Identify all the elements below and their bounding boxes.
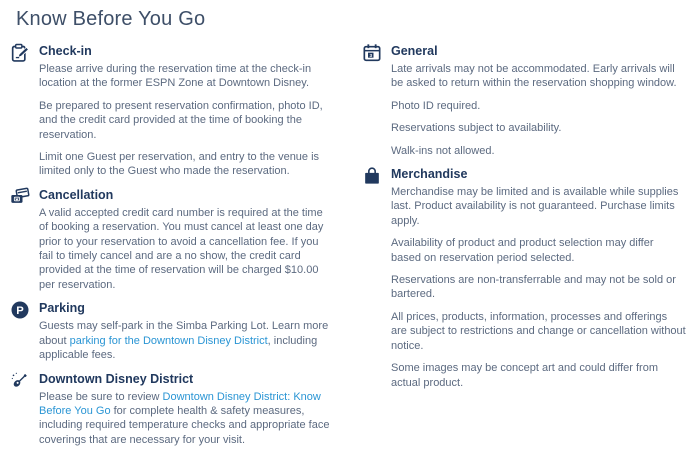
- paragraph: Reservations subject to availability.: [391, 122, 562, 135]
- section-downtown-disney-district: [10, 371, 334, 450]
- paragraph: Some images may be concept art and could differ from actual product.: [391, 362, 658, 389]
- section-general: [362, 43, 686, 160]
- paragraph: Please be sure to review Downtown Disney District: Know Before You Go for complete health & safety measures, including required temperature checks and appropriate face coverings that are necessary for your visit.: [39, 390, 330, 446]
- content-columns: [10, 43, 686, 455]
- paragraph: Late arrivals may not be accommodated. Early arrivals will be asked to return within the reservation shopping window.: [391, 63, 677, 90]
- right-column: [362, 43, 686, 398]
- section-heading-check-in: Check-in: [39, 44, 92, 58]
- clipboard-pencil-icon: [10, 43, 30, 63]
- paragraph: Please arrive during the reservation time at the check-in location at the former ESPN Zone at Downtown Disney.: [39, 63, 312, 90]
- section-body: [39, 371, 334, 450]
- svg-text:P: P: [16, 305, 24, 318]
- credit-cards-icon: [10, 187, 30, 207]
- paragraph: Limit one Guest per reservation, and entry to the venue is limited only to the Guest who made the reservation.: [39, 151, 320, 178]
- left-column: [10, 43, 334, 455]
- section-parking: [10, 300, 334, 364]
- page-title: Know Before You Go: [16, 8, 206, 30]
- paragraph: Reservations are non-transferrable and may not be sold or bartered.: [391, 274, 676, 301]
- section-heading-downtown-disney-district: Downtown Disney District: [39, 371, 194, 386]
- section-merchandise: [362, 166, 686, 392]
- paragraph: Availability of product and product selection may differ based on reservation period selected.: [391, 237, 654, 264]
- paragraph: Merchandise may be limited and is available while supplies last. Product availability is not guaranteed. Purchase limits apply.: [391, 186, 679, 227]
- calendar-icon: [362, 43, 382, 63]
- section-heading-parking: Parking: [39, 301, 85, 316]
- paragraph: All prices, products, information, processes and offerings are subject to restrictions and change or cancellation without notice.: [391, 310, 686, 352]
- paragraph: A valid accepted credit card number is required at the time of booking a reservation. You must cancel at least one day prior to your reservation to avoid a cancellation fee. If you fail to timely cancel and are a no show, the credit card provided at the time of reservation will be charged $10.00 per reservation.: [39, 206, 324, 291]
- shopping-bag-icon: [362, 166, 382, 186]
- section-body: [39, 300, 334, 364]
- parking-downtown-disney-district-link[interactable]: parking for the Downtown Disney District: [69, 334, 268, 347]
- paragraph: Walk-ins not allowed.: [391, 144, 495, 157]
- section-heading-general: General: [391, 44, 438, 58]
- guitar-icon: [10, 371, 30, 391]
- section-body: [391, 43, 686, 160]
- parking-icon: [10, 300, 30, 320]
- section-heading-merchandise: Merchandise: [391, 167, 468, 182]
- paragraph: Guests may self-park in the Simba Parking Lot. Learn more about parking for the Downtown Disney District, including applicable fees.: [39, 320, 329, 362]
- section-cancellation: [10, 187, 334, 294]
- section-body: [39, 187, 334, 294]
- paragraph: Photo ID required.: [391, 99, 481, 112]
- section-heading-cancellation: Cancellation: [39, 187, 114, 202]
- section-check-in: [10, 43, 334, 181]
- section-body: [391, 166, 686, 392]
- downtown-disney-district-know-before-you-go-link[interactable]: Downtown Disney District: Know Before You Go: [39, 390, 321, 417]
- section-body: [39, 43, 334, 181]
- paragraph: Be prepared to present reservation confirmation, photo ID, and the credit card provided at the time of booking the reservation.: [39, 99, 323, 141]
- svg-text:3: 3: [369, 52, 373, 58]
